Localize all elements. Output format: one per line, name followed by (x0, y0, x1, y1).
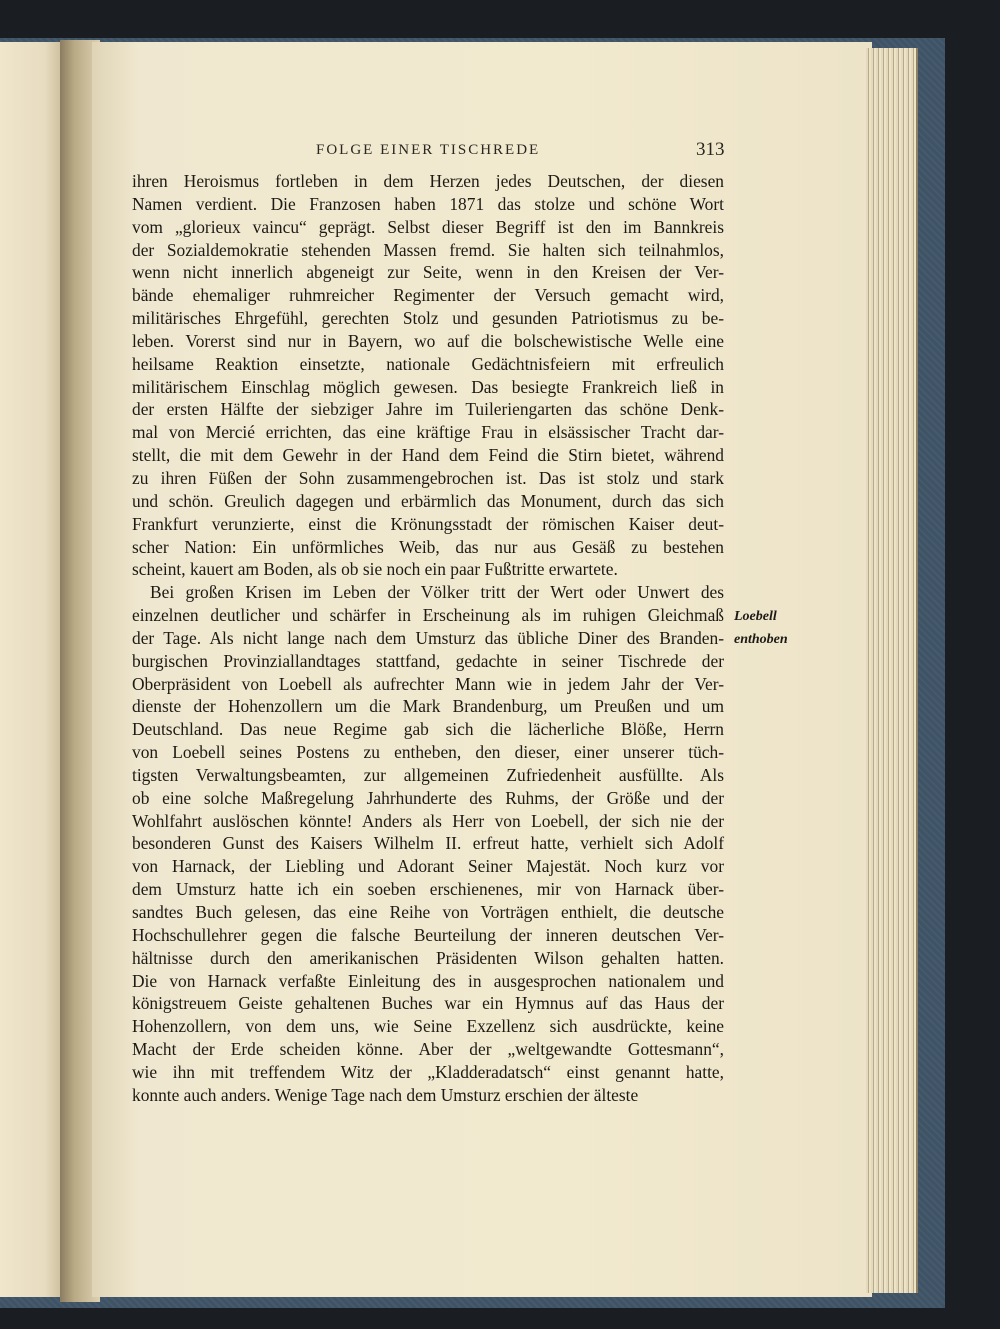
page-number: 313 (696, 139, 725, 160)
text-line: hältnisse durch den amerikanischen Präsidenten Wilson gehalten hatten. (132, 947, 724, 968)
running-title: FOLGE EINER TISCHREDE (316, 142, 541, 158)
text-line: Namen verdient. Die Franzosen haben 1871 das stolze und schöne Wort (132, 193, 724, 214)
text-line: ob eine solche Maßregelung Jahrhunderte des Ruhms, der Größe und der (132, 787, 724, 808)
text-line: tigsten Verwaltungsbeamten, zur allgemeinen Zufriedenheit ausfüllte. Als (132, 764, 724, 785)
text-line: Frankfurt verunzierte, einst die Krönungsstadt der römischen Kaiser deut- (132, 513, 724, 534)
text-line: stellt, die mit dem Gewehr in der Hand dem Feind die Stirn bietet, während (132, 445, 724, 466)
text-line: vom „glorieux vaincu“ geprägt. Selbst dieser Begriff ist den im Bannkreis (132, 216, 724, 237)
paragraph-start-line: Bei großen Krisen im Leben der Völker tritt der Wert oder Unwert des (150, 582, 724, 603)
text-line: Die von Harnack verfaßte Einleitung des in ausgesprochen nationalem und (132, 970, 724, 991)
text-line: wenn nicht innerlich abgeneigt zur Seite, wenn in den Kreisen der Ver- (132, 262, 724, 283)
text-line: wie ihn mit treffendem Witz der „Kladderadatsch“ einst genannt hatte, (132, 1061, 724, 1082)
text-line: einzelnen deutlicher und schärfer in Erscheinung als im ruhigen Gleichmaß (132, 605, 724, 626)
text-line: scher Nation: Ein unförmliches Weib, das nur aus Gesäß zu bestehen (132, 536, 724, 557)
text-line: dem Umsturz hatte ich ein soeben erschienenes, mir von Harnack über- (132, 879, 724, 900)
text-line: königstreuem Geiste gehaltenen Buches war ein Hymnus auf das Haus der (132, 993, 724, 1014)
text-line: und schön. Greulich dagegen und erbärmlich das Monument, durch das sich (132, 490, 724, 511)
text-line: Hochschullehrer gegen die falsche Beurteilung der inneren deutschen Ver- (132, 924, 724, 945)
text-line: Wohlfahrt auslöschen könnte! Anders als Herr von Loebell, der sich nie der (132, 810, 724, 831)
margin-note-line: Loebell (734, 609, 777, 624)
margin-note-line: enthoben (734, 631, 788, 647)
text-line: heilsame Reaktion einsetzte, nationale Gedächtnisfeiern mit erfreulich (132, 353, 724, 374)
text-line: Macht der Erde scheiden könne. Aber der „weltgewandte Gottesmann“, (132, 1039, 724, 1060)
text-line: besonderen Gunst des Kaisers Wilhelm II. erfreut hatte, verhielt sich Adolf (132, 833, 724, 854)
text-line: mal von Mercié errichten, das eine kräftige Frau in elsässischer Tracht dar- (132, 422, 724, 443)
page-stack-edges (866, 48, 918, 1293)
text-line: ihren Heroismus fortleben in dem Herzen jedes Deutschen, der diesen (132, 171, 724, 191)
text-line: bände ehemaliger ruhmreicher Regimenter der Versuch gemacht wird, (132, 285, 724, 306)
text-line: militärischem Einschlag möglich gewesen. Das besiegte Frankreich ließ in (132, 376, 724, 397)
text-line: leben. Vorerst sind nur in Bayern, wo auf die bolschewistische Welle eine (132, 330, 724, 351)
text-line: konnte auch anders. Wenige Tage nach dem Umsturz erschien der älteste (132, 1084, 639, 1105)
left-page-edge (0, 42, 64, 1297)
text-line: Oberpräsident von Loebell als aufrechter Mann wie in jedem Jahr der Ver- (132, 673, 724, 694)
text-line: sandtes Buch gelesen, das eine Reihe von Vorträgen enthielt, die deutsche (132, 902, 724, 922)
text-line: burgischen Provinziallandtages stattfand, gedachte in seiner Tischrede der (132, 650, 724, 671)
text-line: der Sozialdemokratie stehenden Massen fremd. Sie halten sich teilnahmlos, (132, 239, 724, 260)
text-line: dienste der Hohenzollern um die Mark Brandenburg, um Preußen und um (132, 696, 724, 717)
text-line: militärisches Ehrgefühl, gerechten Stolz und gesunden Patriotismus zu be- (132, 308, 724, 329)
body-text (132, 170, 724, 1107)
text-line: der Tage. Als nicht lange nach dem Umsturz das übliche Diner des Branden- (132, 627, 724, 648)
text-line: der ersten Hälfte der siebziger Jahre im Tuileriengarten das schöne Denk- (132, 399, 724, 420)
text-line: Deutschland. Das neue Regime gab sich die lächerliche Blöße, Herrn (132, 719, 724, 740)
text-line: zu ihren Füßen der Sohn zusammengebrochen ist. Das ist stolz und stark (132, 467, 724, 488)
text-line: von Loebell seines Postens zu entheben, den dieser, einer unserer tüch- (132, 742, 724, 763)
text-line: von Harnack, der Liebling und Adorant Seiner Majestät. Noch kurz vor (132, 856, 724, 877)
margin-note (734, 606, 788, 652)
paragraph-end-line: scheint, kauert am Boden, als ob sie noch ein paar Fußtritte erwartete. (132, 559, 618, 580)
text-line: Hohenzollern, von dem uns, wie Seine Exzellenz sich ausdrückte, keine (132, 1016, 724, 1037)
